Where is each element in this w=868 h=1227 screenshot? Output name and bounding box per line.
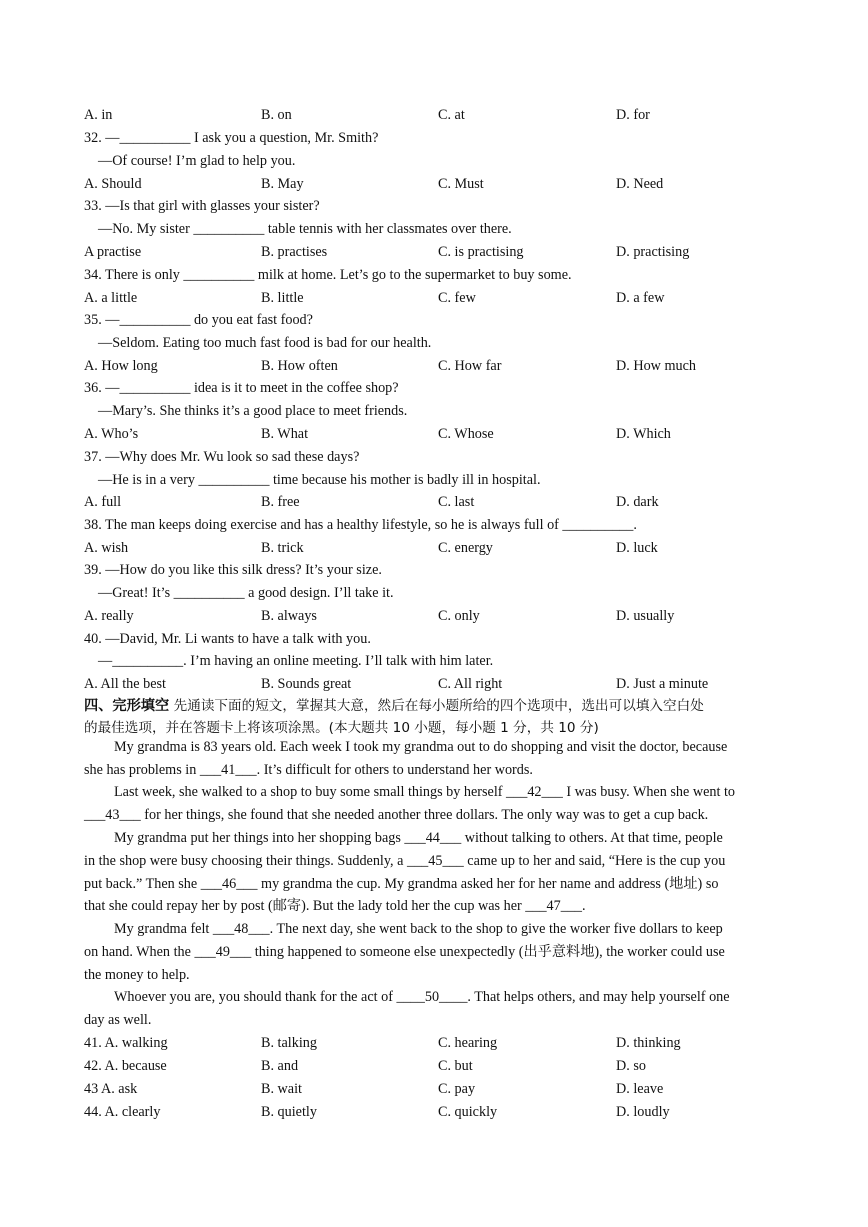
- q31-option-b: B. on: [261, 107, 292, 123]
- q37-reply: —He is in a very __________ time because his mother is badly ill in hospital.: [98, 472, 541, 488]
- passage-line: Last week, she walked to a shop to buy some small things by herself ___42___ I was busy. When she went to: [114, 784, 735, 800]
- q40-option-a: A. All the best: [84, 676, 166, 692]
- section-4-instructions-line2: 的最佳选项，并在答题卡上将该项涂黑。(本大题共 10 小题，每小题 1 分，共 10 分): [84, 720, 599, 736]
- q44-option-c: C. quickly: [438, 1104, 498, 1120]
- q43-option-a: 43 A. ask: [84, 1081, 138, 1097]
- q33-reply: —No. My sister __________ table tennis with her classmates over there.: [98, 221, 512, 237]
- q36-option-c: C. Whose: [438, 426, 494, 442]
- q33-option-b: B. practises: [261, 244, 328, 260]
- q35-option-c: C. How far: [438, 358, 502, 374]
- q41-option-b: B. talking: [261, 1035, 317, 1051]
- passage-line: My grandma felt ___48___. The next day, she went back to the shop to give the worker five dollars to keep: [114, 921, 723, 937]
- q39-option-a: A. really: [84, 608, 134, 624]
- passage-line: My grandma is 83 years old. Each week I took my grandma out to do shopping and visit the doctor, because: [114, 739, 728, 755]
- q39-stem: 39. —How do you like this silk dress? It’s your size.: [84, 562, 382, 578]
- q38-option-a: A. wish: [84, 540, 129, 556]
- q35-stem: 35. —__________ do you eat fast food?: [84, 312, 313, 328]
- q37-option-d: D. dark: [616, 494, 659, 510]
- q34-option-b: B. little: [261, 290, 304, 306]
- q33-stem: 33. —Is that girl with glasses your sister?: [84, 198, 320, 214]
- q44-option-d: D. loudly: [616, 1104, 670, 1120]
- q32-reply: —Of course! I’m glad to help you.: [98, 153, 296, 169]
- section-4-header: [84, 695, 704, 718]
- passage-line: on hand. When the ___49___ thing happened to someone else unexpectedly (出乎意料地), the worker could use: [84, 944, 725, 960]
- q40-option-d: D. Just a minute: [616, 676, 709, 692]
- passage-line: ___43___ for her things, she found that she needed another three dollars. The only way was to get a cup back.: [84, 807, 709, 823]
- q31-option-c: C. at: [438, 107, 465, 123]
- q41-option-a: 41. A. walking: [84, 1035, 168, 1051]
- q43-option-c: C. pay: [438, 1081, 476, 1097]
- q40-stem: 40. —David, Mr. Li wants to have a talk with you.: [84, 631, 371, 647]
- passage-line: she has problems in ___41___. It’s difficult for others to understand her words.: [84, 762, 533, 778]
- q34-option-a: A. a little: [84, 290, 138, 306]
- q38-option-d: D. luck: [616, 540, 658, 556]
- passage-line: that she could repay her by post (邮寄). But the lady told her the cup was her ___47___.: [84, 898, 586, 914]
- q32-option-a: A. Should: [84, 176, 142, 192]
- q40-option-b: B. Sounds great: [261, 676, 352, 692]
- q44-option-a: 44. A. clearly: [84, 1104, 161, 1120]
- q36-stem: 36. —__________ idea is it to meet in the coffee shop?: [84, 380, 399, 396]
- q42-option-a: 42. A. because: [84, 1058, 167, 1074]
- section-4-instructions-line1: 先通读下面的短文，掌握其大意，然后在每小题所给的四个选项中，选出可以填入空白处: [173, 698, 704, 714]
- q43-option-d: D. leave: [616, 1081, 664, 1097]
- q44-option-b: B. quietly: [261, 1104, 317, 1120]
- q43-option-b: B. wait: [261, 1081, 302, 1097]
- q42-option-b: B. and: [261, 1058, 299, 1074]
- q34-option-c: C. few: [438, 290, 476, 306]
- q40-reply: —__________. I’m having an online meeting. I’ll talk with him later.: [98, 653, 494, 669]
- q32-stem: 32. —__________ I ask you a question, Mr. Smith?: [84, 130, 379, 146]
- q36-reply: —Mary’s. She thinks it’s a good place to meet friends.: [98, 403, 408, 419]
- q34-option-d: D. a few: [616, 290, 665, 306]
- passage-line: My grandma put her things into her shopping bags ___44___ without talking to others. At that time, people: [114, 830, 723, 846]
- q39-option-d: D. usually: [616, 608, 675, 624]
- q36-option-b: B. What: [261, 426, 309, 442]
- q33-option-a: A practise: [84, 244, 142, 260]
- q35-option-a: A. How long: [84, 358, 158, 374]
- passage-line: put back.” Then she ___46___ my grandma the cup. My grandma asked her for her name and address (地址) so: [84, 876, 719, 892]
- section-4-title: 四、完形填空: [84, 698, 170, 714]
- passage-line: Whoever you are, you should thank for the act of ____50____. That helps others, and may help yourself one: [114, 989, 730, 1005]
- q37-option-c: C. last: [438, 494, 475, 510]
- q39-option-c: C. only: [438, 608, 480, 624]
- q41-option-d: D. thinking: [616, 1035, 681, 1051]
- q35-reply: —Seldom. Eating too much fast food is bad for our health.: [98, 335, 432, 351]
- q35-option-b: B. How often: [261, 358, 338, 374]
- q31-option-a: A. in: [84, 107, 113, 123]
- q31-option-d: D. for: [616, 107, 650, 123]
- q33-option-d: D. practising: [616, 244, 690, 260]
- q37-option-a: A. full: [84, 494, 122, 510]
- q40-option-c: C. All right: [438, 676, 503, 692]
- passage-line: the money to help.: [84, 967, 190, 983]
- q32-option-d: D. Need: [616, 176, 664, 192]
- passage-line: day as well.: [84, 1012, 152, 1028]
- q38-stem: 38. The man keeps doing exercise and has a healthy lifestyle, so he is always full of __________.: [84, 517, 637, 533]
- q37-stem: 37. —Why does Mr. Wu look so sad these days?: [84, 449, 360, 465]
- q41-option-c: C. hearing: [438, 1035, 498, 1051]
- q37-option-b: B. free: [261, 494, 300, 510]
- q39-option-b: B. always: [261, 608, 317, 624]
- q36-option-a: A. Who’s: [84, 426, 139, 442]
- q36-option-d: D. Which: [616, 426, 671, 442]
- q34-stem: 34. There is only __________ milk at home. Let’s go to the supermarket to buy some.: [84, 267, 572, 283]
- q38-option-c: C. energy: [438, 540, 493, 556]
- q42-option-d: D. so: [616, 1058, 646, 1074]
- q35-option-d: D. How much: [616, 358, 696, 374]
- q33-option-c: C. is practising: [438, 244, 524, 260]
- q32-option-c: C. Must: [438, 176, 484, 192]
- passage-line: in the shop were busy choosing their things. Suddenly, a ___45___ came up to her and said, “Here is the cup you: [84, 853, 726, 869]
- q42-option-c: C. but: [438, 1058, 473, 1074]
- q39-reply: —Great! It’s __________ a good design. I’ll take it.: [98, 585, 394, 601]
- q38-option-b: B. trick: [261, 540, 304, 556]
- q32-option-b: B. May: [261, 176, 304, 192]
